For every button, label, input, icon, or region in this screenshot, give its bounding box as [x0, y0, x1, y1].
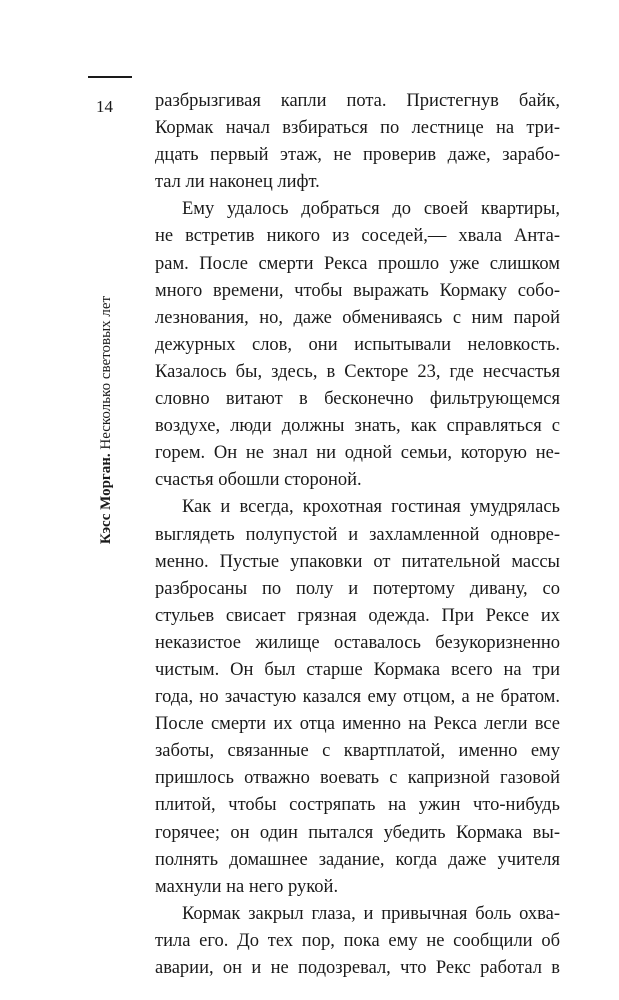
text-line: Кормак начал взбираться по лестнице на три-	[155, 118, 560, 139]
text-line: аварии, он и не подозревал, что Рекс работал в	[155, 958, 560, 978]
text-line: разбрызгивая капли пота. Пристегнув байк,	[155, 91, 560, 111]
text-line: заботы, связанные с квартплатой, именно ему	[155, 741, 560, 762]
text-line: не встретив никого из соседей,— хвала Анта-	[155, 226, 560, 247]
paragraph	[155, 901, 560, 982]
text-line: стульев свисает грязная одежда. При Рексе их	[155, 605, 560, 626]
text-line: лезнования, но, даже обмениваясь с ним парой	[155, 307, 560, 328]
text-line: Ему удалось добраться до своей квартиры,	[182, 199, 560, 220]
text-line: горячее; он один пытался убедить Кормака вы-	[155, 822, 560, 843]
text-line: Кормак закрыл глаза, и привычная боль охва-	[182, 903, 560, 924]
text-line: дцать первый этаж, не проверив даже, зарабо-	[155, 145, 560, 166]
text-line: тал ли наконец лифт.	[155, 172, 320, 193]
body-text	[155, 88, 560, 982]
text-line: года, но зачастую казался ему отцом, а не братом.	[155, 687, 560, 708]
text-line: пришлось отважно воевать с капризной газовой	[155, 768, 560, 789]
text-line: неказистое жилище оставалось безукоризненно	[155, 632, 560, 653]
page-number: 14	[96, 97, 113, 116]
text-line: разбросаны по полу и потертому дивану, со	[155, 578, 560, 599]
running-head-title: Несколько световых лет	[98, 295, 114, 450]
text-line: рам. После смерти Рекса прошло уже слишком	[155, 253, 560, 274]
paragraph	[155, 494, 560, 900]
text-line: словно витают в бесконечно фильтрующемся	[155, 389, 560, 410]
header-rule	[88, 76, 132, 78]
text-line: счастья обошли стороной.	[155, 470, 362, 491]
text-line: дежурных слов, они испытывали неловкость.	[155, 334, 560, 355]
text-line: горем. Он не знал ни одной семьи, которую не-	[155, 443, 560, 464]
text-line: воздухе, люди должны знать, как справляться с	[155, 416, 560, 437]
text-line: чистым. Он был старше Кормака всего на три	[155, 659, 560, 680]
paragraph	[155, 196, 560, 494]
text-line: выглядеть полупустой и захламленной одновре-	[155, 524, 560, 545]
text-line: Казалось бы, здесь, в Секторе 23, где несчастья	[155, 361, 560, 382]
text-line: тила его. До тех пор, пока ему не сообщили об	[155, 930, 560, 951]
text-line: После смерти их отца именно на Рекса легли все	[155, 714, 560, 735]
paragraph	[155, 88, 560, 196]
text-line: плитой, чтобы состряпать на ужин что-нибудь	[155, 795, 560, 816]
text-line: менно. Пустые упаковки от питательной массы	[155, 551, 560, 572]
text-line: махнули на него рукой.	[155, 876, 339, 897]
text-line: Как и всегда, крохотная гостиная умудрялась	[182, 497, 560, 518]
text-line: полнять домашнее задание, когда даже учителя	[155, 849, 560, 870]
running-head-author: Кэсс Морган.	[98, 453, 114, 545]
text-line: много времени, чтобы выражать Кормаку собо-	[155, 280, 560, 301]
